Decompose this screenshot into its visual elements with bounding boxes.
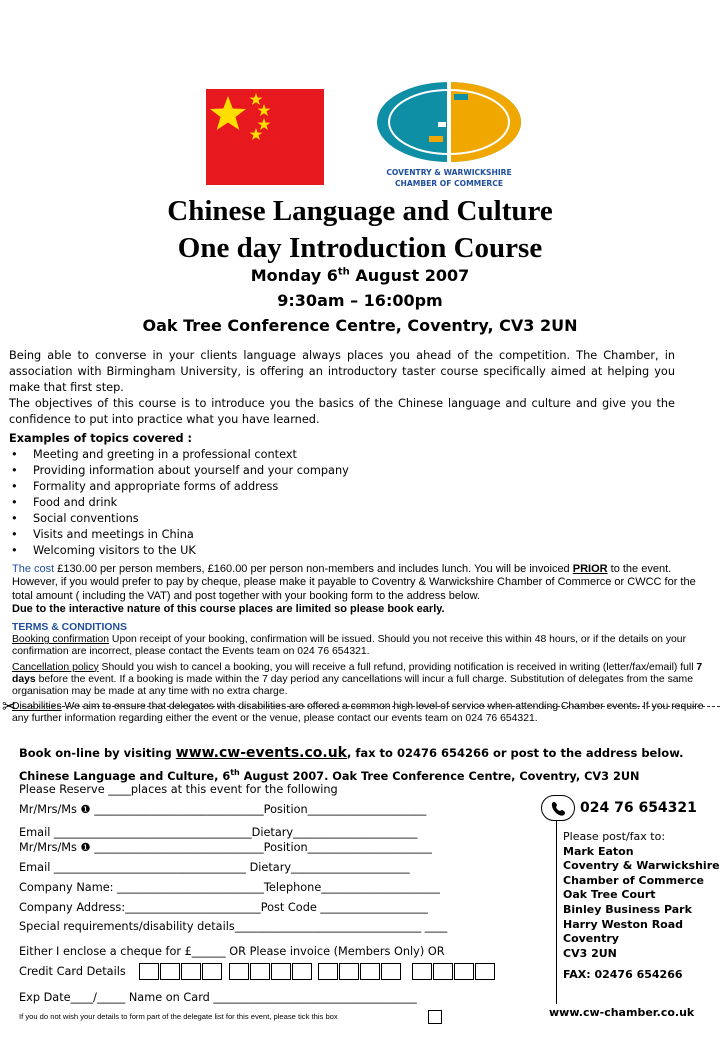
card-digits-group-2[interactable] — [229, 963, 313, 980]
address-line: Binley Business Park — [563, 902, 692, 916]
contact-fax: FAX: 02476 654266 — [563, 968, 683, 982]
cost-text-2: to the event. However, if you would prefer to pay by cheque, please make it payable to Coventry & Warwickshire Chamber of Commerce or CWCC for the total amount ( including the VAT) and post together with your booking form to the address below. — [12, 563, 696, 602]
book-online-line: Book on-line by visiting www.cw-events.co.uk, fax to 02476 654266 or post to the address below. — [19, 745, 684, 761]
limited-places-note: Due to the interactive nature of this course places are limited so please book early. — [12, 603, 445, 616]
event-venue: Oak Tree Conference Centre, Coventry, CV3 2UN — [142, 316, 578, 335]
list-item: • Food and drink — [9, 495, 669, 511]
delegate1-name-field[interactable]: Mr/Mrs/Ms ❶ ______________________________Position_____________________ — [19, 803, 427, 816]
phone-icon — [541, 795, 575, 821]
contact-phone: 024 76 654321 — [580, 800, 697, 816]
terms-heading: TERMS & CONDITIONS — [12, 622, 127, 633]
post-label: Please post/fax to: — [563, 830, 666, 843]
address-line: Coventry — [563, 932, 619, 946]
cost-text: £130.00 per person members, £160.00 per person non-members and includes lunch. You will be invoiced — [54, 563, 573, 575]
page-subtitle: One day Introduction Course — [177, 232, 543, 264]
disabilities-label: Disabilities — [12, 701, 62, 713]
address-line: Oak Tree Court — [563, 888, 656, 902]
expiry-name-line[interactable]: Exp Date____/_____ Name on Card ____________________________________ — [19, 991, 417, 1004]
list-item: • Formality and appropriate forms of address — [9, 479, 669, 495]
booking-text: Upon receipt of your booking, confirmation will be issued. Should you not receive this within 48 hours, or if the details on your confirmation are incorrect, please contact the Events team on 024 76 654321. — [12, 634, 687, 658]
optout-checkbox[interactable] — [428, 1010, 442, 1024]
special-requirements-field[interactable]: Special requirements/disability details_________________________________ ____ — [19, 920, 448, 933]
cost-prior: PRIOR — [572, 563, 608, 575]
scissors-icon: ✂ — [2, 697, 17, 717]
contact-block — [563, 830, 720, 983]
event-line: Chinese Language and Culture, 6th August 2007. Oak Tree Conference Centre, Coventry, CV3 2UN — [19, 768, 640, 783]
delegate1-email-field[interactable]: Email ___________________________________Dietary______________________ — [19, 826, 418, 839]
topics-heading: Examples of topics covered : — [9, 432, 193, 445]
card-digits-group-1[interactable] — [139, 963, 223, 980]
cancel-days: 7 days — [12, 661, 703, 685]
list-item: • Meeting and greeting in a professional context — [9, 447, 669, 463]
list-item: • Social conventions — [9, 511, 669, 527]
address-line: Coventry & Warwickshire — [563, 859, 720, 873]
cancel-text: Should you wish to cancel a booking, you will receive a full refund, providing notification is received in writing (letter/fax/email) full — [98, 661, 697, 673]
company-name-field[interactable]: Company Name: __________________________Telephone_____________________ — [19, 881, 440, 894]
disabilities-text: We aim to ensure that delegates with disabilities are offered a common high level of service when attending Chamber events. If you require any further information regarding either the event or the venue, please contact our events team on 024 76 654321. — [12, 701, 704, 725]
page-title: Chinese Language and Culture — [167, 195, 553, 227]
event-date: Monday 6th August 2007 — [250, 266, 470, 285]
list-item: • Welcoming visitors to the UK — [9, 543, 669, 559]
booking-link[interactable]: www.cw-events.co.uk — [175, 745, 347, 761]
list-item: • Visits and meetings in China — [9, 527, 669, 543]
logo-text-line2: CHAMBER OF COMMERCE — [394, 179, 504, 188]
address-line: Harry Weston Road — [563, 917, 684, 931]
credit-card-label: Credit Card Details — [19, 965, 126, 978]
reserve-places-field[interactable]: Please Reserve ____places at this event for the following — [19, 783, 338, 796]
address-line: Chamber of Commerce — [563, 873, 704, 887]
payment-option-line[interactable]: Either I enclose a cheque for £______ OR Please invoice (Members Only) OR — [19, 945, 445, 958]
address-line: CV3 2UN — [563, 946, 617, 960]
contact-name: Mark Eaton — [563, 844, 634, 858]
intro-paragraph-1: Being able to converse in your clients language always places you ahead of the competition. The Chamber, in association with Birmingham University, is offering an introductory taster course specifically aimed at helping you make that first step. — [9, 349, 675, 394]
company-address-field[interactable]: Company Address:________________________Post Code ___________________ — [19, 901, 428, 914]
intro-paragraph-2: The objectives of this course is to introduce you the basics of the Chinese language and culture and give you the confidence to put into practice what you have learned. — [9, 397, 675, 426]
card-digits-group-4[interactable] — [412, 963, 496, 980]
chamber-website-link[interactable]: www.cw-chamber.co.uk — [549, 1006, 695, 1019]
optout-text: If you do not wish your details to form part of the delegate list for this event, please tick this box — [19, 1012, 338, 1021]
card-digits-group-3[interactable] — [318, 963, 402, 980]
event-time: 9:30am – 16:00pm — [277, 291, 443, 310]
list-item: • Providing information about yourself and your company — [9, 463, 669, 479]
delegate2-email-field[interactable]: Email __________________________________ Dietary_____________________ — [19, 861, 410, 874]
cost-label: The cost — [12, 563, 55, 575]
logo-text-line1: COVENTRY & WARWICKSHIRE — [386, 168, 512, 177]
delegate2-name-field[interactable]: Mr/Mrs/Ms ❶ ______________________________Position______________________ — [19, 841, 432, 854]
cancel-text-2: before the event. If a booking is made within the 7 day period any cancellations will incur a full charge. Substitution of delegates from the same organisation may be made at any time with no extra charge. — [12, 673, 693, 698]
cancel-label: Cancellation policy — [12, 661, 99, 673]
contact-divider — [556, 808, 557, 1004]
booking-label: Booking confirmation — [12, 634, 110, 646]
